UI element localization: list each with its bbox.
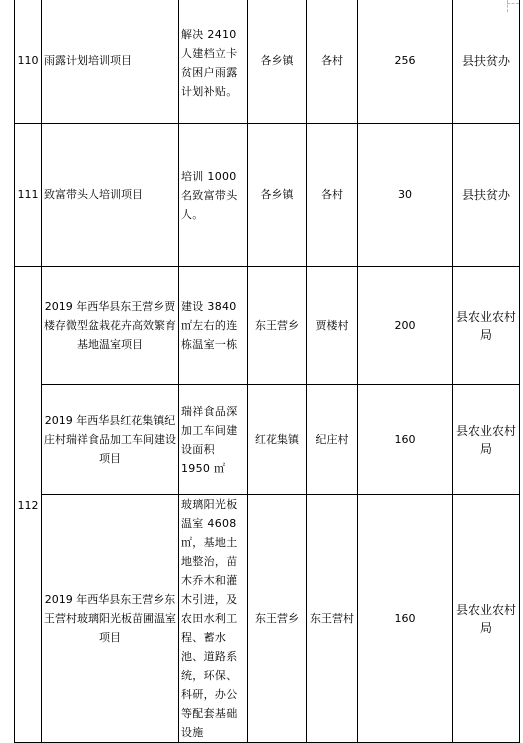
project-village: 各村 [307,0,358,124]
project-amount: 160 [358,385,453,495]
responsible-dept: 县扶贫办 [453,124,520,267]
project-village: 东王营村 [307,495,358,743]
table-row [15,0,520,124]
project-town: 东王营乡 [248,267,307,385]
table-row [15,124,520,267]
project-village: 贾楼村 [307,267,358,385]
project-name: 雨露计划培训项目 [42,0,179,124]
project-name: 2019 年西华县红花集镇纪庄村瑞祥食品加工车间建设项目 [42,385,179,495]
project-amount: 160 [358,495,453,743]
project-content: 培训 1000 名致富带头人。 [179,124,248,267]
project-village: 各村 [307,124,358,267]
project-table [14,0,520,743]
project-content: 瑞祥食品深加工车间建设面积 1950 ㎡ [179,385,248,495]
responsible-dept: 县农业农村局 [453,267,520,385]
project-name: 2019 年西华县东王营乡贾楼存微型盆栽花卉高效繁育基地温室项目 [42,267,179,385]
project-content: 建设 3840 ㎡左右的连栋温室一栋 [179,267,248,385]
row-number: 111 [15,124,42,267]
project-name: 2019 年西华县东王营乡东王营村玻璃阳光板苗圃温室项目 [42,495,179,743]
row-number: 112 [15,267,42,743]
responsible-dept: 县扶贫办 [453,0,520,124]
table-row [15,267,520,385]
project-content: 玻璃阳光板温室 4608 ㎡，基地土地整治，苗木乔木和灌木引进，及农田水利工程、蓄水池、道路系统，环保、科研，办公等配套基础设施 [179,495,248,743]
project-town: 各乡镇 [248,124,307,267]
project-town: 各乡镇 [248,0,307,124]
project-town: 红花集镇 [248,385,307,495]
project-content: 解决 2410 人建档立卡贫困户雨露计划补贴。 [179,0,248,124]
project-village: 纪庄村 [307,385,358,495]
project-name: 致富带头人培训项目 [42,124,179,267]
table-row [15,495,520,743]
project-amount: 30 [358,124,453,267]
responsible-dept: 县农业农村局 [453,385,520,495]
project-town: 东王营乡 [248,495,307,743]
row-number: 110 [15,0,42,124]
table-row [15,385,520,495]
project-amount: 256 [358,0,453,124]
responsible-dept: 县农业农村局 [453,495,520,743]
project-amount: 200 [358,267,453,385]
